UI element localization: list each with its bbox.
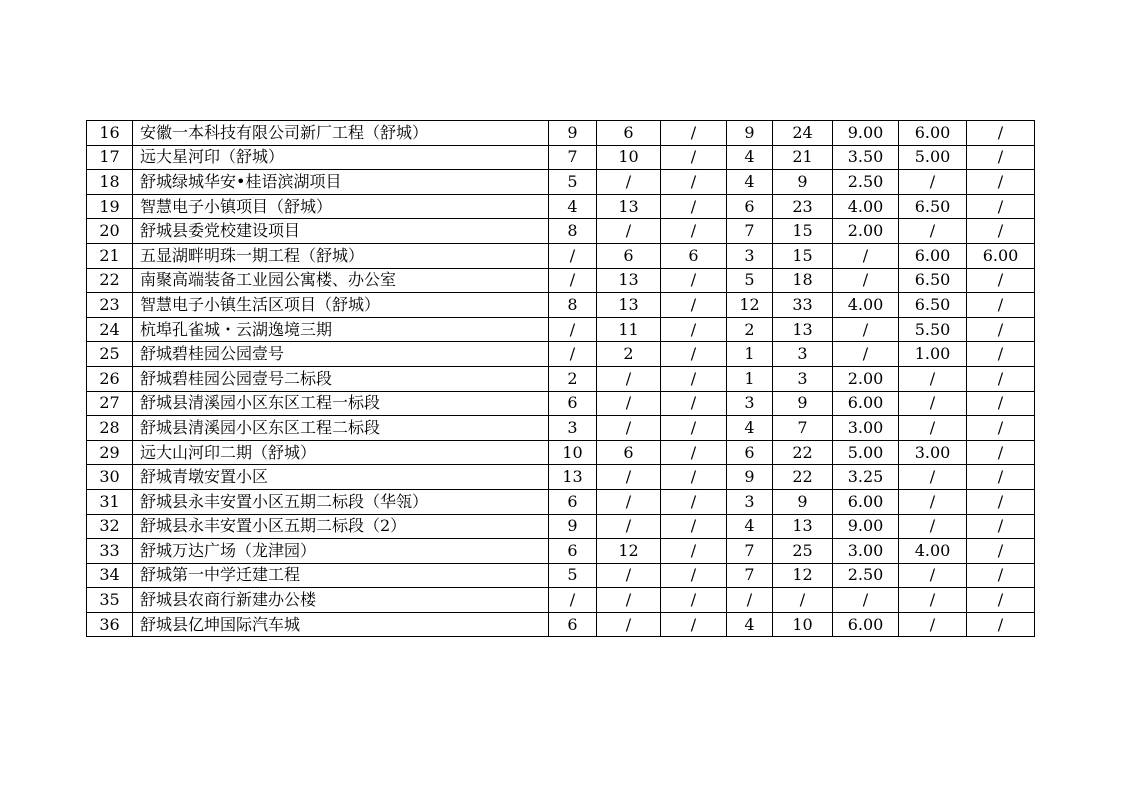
cell-col-4: / bbox=[597, 588, 661, 613]
cell-col-6: / bbox=[727, 588, 773, 613]
cell-col-9: 5.50 bbox=[899, 317, 967, 342]
cell-row-number: 32 bbox=[87, 514, 133, 539]
cell-col-3: 10 bbox=[549, 440, 597, 465]
cell-col-6: 4 bbox=[727, 416, 773, 441]
cell-row-number: 31 bbox=[87, 489, 133, 514]
table-row bbox=[87, 514, 1035, 539]
cell-col-3: 6 bbox=[549, 539, 597, 564]
cell-col-4: 11 bbox=[597, 317, 661, 342]
cell-col-4: / bbox=[597, 170, 661, 195]
cell-col-8: 2.00 bbox=[833, 366, 899, 391]
cell-col-7: 13 bbox=[773, 317, 833, 342]
cell-project-name: 远大山河印二期（舒城） bbox=[133, 440, 549, 465]
cell-row-number: 20 bbox=[87, 219, 133, 244]
cell-row-number: 28 bbox=[87, 416, 133, 441]
cell-col-5: / bbox=[661, 342, 727, 367]
cell-col-9: / bbox=[899, 588, 967, 613]
cell-col-6: 6 bbox=[727, 194, 773, 219]
cell-col-10: / bbox=[967, 489, 1035, 514]
cell-project-name: 舒城第一中学迁建工程 bbox=[133, 563, 549, 588]
cell-col-3: 6 bbox=[549, 391, 597, 416]
cell-col-8: / bbox=[833, 243, 899, 268]
cell-col-5: / bbox=[661, 317, 727, 342]
table-body bbox=[87, 121, 1035, 637]
cell-col-5: / bbox=[661, 391, 727, 416]
table-row bbox=[87, 170, 1035, 195]
data-table bbox=[86, 120, 1035, 637]
cell-col-4: 13 bbox=[597, 194, 661, 219]
cell-col-9: / bbox=[899, 416, 967, 441]
cell-col-7: 12 bbox=[773, 563, 833, 588]
cell-col-9: / bbox=[899, 391, 967, 416]
table-row bbox=[87, 145, 1035, 170]
cell-row-number: 16 bbox=[87, 121, 133, 146]
cell-col-3: 5 bbox=[549, 170, 597, 195]
cell-col-4: / bbox=[597, 465, 661, 490]
cell-col-5: / bbox=[661, 588, 727, 613]
cell-col-3: 6 bbox=[549, 612, 597, 637]
cell-project-name: 舒城万达广场（龙津园） bbox=[133, 539, 549, 564]
cell-col-4: 13 bbox=[597, 293, 661, 318]
cell-col-4: / bbox=[597, 612, 661, 637]
cell-col-9: / bbox=[899, 219, 967, 244]
cell-project-name: 南聚高端装备工业园公寓楼、办公室 bbox=[133, 268, 549, 293]
table-row bbox=[87, 194, 1035, 219]
cell-row-number: 21 bbox=[87, 243, 133, 268]
cell-project-name: 五显湖畔明珠一期工程（舒城） bbox=[133, 243, 549, 268]
cell-col-9: 6.00 bbox=[899, 243, 967, 268]
cell-col-5: / bbox=[661, 121, 727, 146]
cell-col-3: 5 bbox=[549, 563, 597, 588]
cell-col-10: / bbox=[967, 514, 1035, 539]
cell-row-number: 27 bbox=[87, 391, 133, 416]
cell-col-5: / bbox=[661, 194, 727, 219]
cell-col-4: 6 bbox=[597, 440, 661, 465]
cell-col-8: 2.50 bbox=[833, 563, 899, 588]
cell-col-8: / bbox=[833, 342, 899, 367]
cell-col-10: / bbox=[967, 465, 1035, 490]
cell-project-name: 舒城县农商行新建办公楼 bbox=[133, 588, 549, 613]
cell-col-6: 6 bbox=[727, 440, 773, 465]
cell-project-name: 舒城县委党校建设项目 bbox=[133, 219, 549, 244]
cell-col-8: 5.00 bbox=[833, 440, 899, 465]
cell-col-5: / bbox=[661, 612, 727, 637]
cell-col-4: 12 bbox=[597, 539, 661, 564]
cell-col-7: 7 bbox=[773, 416, 833, 441]
table-row bbox=[87, 293, 1035, 318]
table-row bbox=[87, 391, 1035, 416]
cell-col-9: / bbox=[899, 366, 967, 391]
cell-col-3: 6 bbox=[549, 489, 597, 514]
cell-col-8: 3.25 bbox=[833, 465, 899, 490]
cell-col-7: 24 bbox=[773, 121, 833, 146]
cell-col-7: 10 bbox=[773, 612, 833, 637]
cell-col-10: / bbox=[967, 342, 1035, 367]
cell-project-name: 安徽一本科技有限公司新厂工程（舒城） bbox=[133, 121, 549, 146]
cell-col-9: / bbox=[899, 465, 967, 490]
cell-row-number: 25 bbox=[87, 342, 133, 367]
cell-col-3: / bbox=[549, 268, 597, 293]
cell-project-name: 舒城县永丰安置小区五期二标段（华瓴） bbox=[133, 489, 549, 514]
table-row bbox=[87, 219, 1035, 244]
cell-project-name: 舒城绿城华安•桂语滨湖项目 bbox=[133, 170, 549, 195]
cell-col-10: / bbox=[967, 416, 1035, 441]
cell-col-4: 2 bbox=[597, 342, 661, 367]
cell-col-6: 7 bbox=[727, 539, 773, 564]
cell-col-8: / bbox=[833, 588, 899, 613]
cell-col-5: / bbox=[661, 465, 727, 490]
cell-col-4: / bbox=[597, 563, 661, 588]
cell-col-10: / bbox=[967, 539, 1035, 564]
cell-project-name: 舒城县清溪园小区东区工程一标段 bbox=[133, 391, 549, 416]
cell-col-7: / bbox=[773, 588, 833, 613]
cell-col-9: 1.00 bbox=[899, 342, 967, 367]
cell-col-7: 3 bbox=[773, 342, 833, 367]
cell-col-8: 3.50 bbox=[833, 145, 899, 170]
cell-col-6: 12 bbox=[727, 293, 773, 318]
cell-col-7: 23 bbox=[773, 194, 833, 219]
cell-col-4: / bbox=[597, 391, 661, 416]
table-row bbox=[87, 268, 1035, 293]
cell-col-8: 6.00 bbox=[833, 489, 899, 514]
cell-row-number: 35 bbox=[87, 588, 133, 613]
cell-row-number: 22 bbox=[87, 268, 133, 293]
cell-col-8: 9.00 bbox=[833, 514, 899, 539]
cell-col-5: / bbox=[661, 440, 727, 465]
cell-project-name: 舒城县清溪园小区东区工程二标段 bbox=[133, 416, 549, 441]
table-row bbox=[87, 612, 1035, 637]
cell-col-6: 1 bbox=[727, 342, 773, 367]
table-row bbox=[87, 539, 1035, 564]
cell-col-5: / bbox=[661, 293, 727, 318]
cell-project-name: 舒城碧桂园公园壹号二标段 bbox=[133, 366, 549, 391]
cell-col-7: 15 bbox=[773, 243, 833, 268]
cell-col-6: 7 bbox=[727, 563, 773, 588]
cell-col-4: / bbox=[597, 416, 661, 441]
cell-col-4: / bbox=[597, 489, 661, 514]
cell-col-4: 10 bbox=[597, 145, 661, 170]
cell-col-9: / bbox=[899, 514, 967, 539]
cell-project-name: 舒城县亿坤国际汽车城 bbox=[133, 612, 549, 637]
table-row bbox=[87, 465, 1035, 490]
cell-col-7: 3 bbox=[773, 366, 833, 391]
cell-col-7: 9 bbox=[773, 489, 833, 514]
cell-col-4: / bbox=[597, 514, 661, 539]
cell-col-5: / bbox=[661, 366, 727, 391]
cell-col-5: / bbox=[661, 416, 727, 441]
cell-col-4: 6 bbox=[597, 121, 661, 146]
cell-col-6: 3 bbox=[727, 243, 773, 268]
cell-col-7: 15 bbox=[773, 219, 833, 244]
cell-row-number: 17 bbox=[87, 145, 133, 170]
cell-col-7: 9 bbox=[773, 170, 833, 195]
cell-col-5: / bbox=[661, 539, 727, 564]
cell-col-5: / bbox=[661, 489, 727, 514]
cell-col-8: 3.00 bbox=[833, 539, 899, 564]
cell-row-number: 33 bbox=[87, 539, 133, 564]
cell-col-10: / bbox=[967, 366, 1035, 391]
cell-col-10: / bbox=[967, 612, 1035, 637]
cell-col-6: 9 bbox=[727, 465, 773, 490]
cell-col-10: / bbox=[967, 588, 1035, 613]
cell-col-3: 8 bbox=[549, 293, 597, 318]
cell-col-5: 6 bbox=[661, 243, 727, 268]
cell-row-number: 18 bbox=[87, 170, 133, 195]
table-row bbox=[87, 243, 1035, 268]
cell-col-5: / bbox=[661, 563, 727, 588]
cell-col-6: 4 bbox=[727, 612, 773, 637]
cell-col-9: 6.50 bbox=[899, 194, 967, 219]
table-row bbox=[87, 366, 1035, 391]
cell-col-10: / bbox=[967, 121, 1035, 146]
cell-col-9: / bbox=[899, 563, 967, 588]
cell-col-10: / bbox=[967, 268, 1035, 293]
cell-row-number: 36 bbox=[87, 612, 133, 637]
cell-row-number: 19 bbox=[87, 194, 133, 219]
cell-col-10: / bbox=[967, 194, 1035, 219]
cell-col-3: / bbox=[549, 243, 597, 268]
cell-col-8: 9.00 bbox=[833, 121, 899, 146]
cell-col-10: / bbox=[967, 293, 1035, 318]
cell-col-8: 2.00 bbox=[833, 219, 899, 244]
cell-col-10: / bbox=[967, 317, 1035, 342]
cell-col-3: 4 bbox=[549, 194, 597, 219]
cell-col-9: 6.00 bbox=[899, 121, 967, 146]
table-row bbox=[87, 342, 1035, 367]
table-row bbox=[87, 588, 1035, 613]
cell-project-name: 舒城碧桂园公园壹号 bbox=[133, 342, 549, 367]
cell-col-3: 13 bbox=[549, 465, 597, 490]
cell-col-3: 7 bbox=[549, 145, 597, 170]
cell-col-9: 3.00 bbox=[899, 440, 967, 465]
cell-col-4: / bbox=[597, 219, 661, 244]
cell-project-name: 杭埠孔雀城・云湖逸境三期 bbox=[133, 317, 549, 342]
cell-col-8: 3.00 bbox=[833, 416, 899, 441]
cell-col-4: 6 bbox=[597, 243, 661, 268]
cell-col-8: / bbox=[833, 268, 899, 293]
cell-project-name: 智慧电子小镇生活区项目（舒城） bbox=[133, 293, 549, 318]
cell-col-10: / bbox=[967, 391, 1035, 416]
cell-col-7: 25 bbox=[773, 539, 833, 564]
cell-col-6: 5 bbox=[727, 268, 773, 293]
cell-row-number: 24 bbox=[87, 317, 133, 342]
table-row bbox=[87, 563, 1035, 588]
cell-col-9: 6.50 bbox=[899, 293, 967, 318]
cell-col-6: 3 bbox=[727, 489, 773, 514]
cell-project-name: 远大星河印（舒城） bbox=[133, 145, 549, 170]
cell-project-name: 舒城县永丰安置小区五期二标段（2） bbox=[133, 514, 549, 539]
cell-col-3: 9 bbox=[549, 514, 597, 539]
cell-col-10: 6.00 bbox=[967, 243, 1035, 268]
cell-col-7: 18 bbox=[773, 268, 833, 293]
cell-row-number: 29 bbox=[87, 440, 133, 465]
cell-col-8: 6.00 bbox=[833, 391, 899, 416]
cell-col-3: 9 bbox=[549, 121, 597, 146]
cell-col-7: 9 bbox=[773, 391, 833, 416]
cell-col-6: 1 bbox=[727, 366, 773, 391]
cell-col-3: / bbox=[549, 317, 597, 342]
cell-col-5: / bbox=[661, 219, 727, 244]
cell-col-5: / bbox=[661, 268, 727, 293]
cell-col-9: 5.00 bbox=[899, 145, 967, 170]
cell-col-4: / bbox=[597, 366, 661, 391]
cell-col-10: / bbox=[967, 219, 1035, 244]
cell-col-8: 6.00 bbox=[833, 612, 899, 637]
cell-col-6: 3 bbox=[727, 391, 773, 416]
cell-col-5: / bbox=[661, 514, 727, 539]
cell-col-4: 13 bbox=[597, 268, 661, 293]
table-row bbox=[87, 440, 1035, 465]
cell-col-6: 4 bbox=[727, 145, 773, 170]
cell-col-8: 2.50 bbox=[833, 170, 899, 195]
cell-col-9: / bbox=[899, 489, 967, 514]
cell-col-6: 4 bbox=[727, 170, 773, 195]
cell-col-7: 33 bbox=[773, 293, 833, 318]
cell-col-9: / bbox=[899, 170, 967, 195]
cell-col-6: 9 bbox=[727, 121, 773, 146]
cell-row-number: 23 bbox=[87, 293, 133, 318]
cell-col-8: / bbox=[833, 317, 899, 342]
cell-col-8: 4.00 bbox=[833, 194, 899, 219]
cell-col-6: 7 bbox=[727, 219, 773, 244]
cell-row-number: 34 bbox=[87, 563, 133, 588]
cell-col-9: / bbox=[899, 612, 967, 637]
cell-col-3: 8 bbox=[549, 219, 597, 244]
cell-col-3: 3 bbox=[549, 416, 597, 441]
cell-col-6: 4 bbox=[727, 514, 773, 539]
cell-col-5: / bbox=[661, 145, 727, 170]
cell-col-6: 2 bbox=[727, 317, 773, 342]
cell-col-3: / bbox=[549, 588, 597, 613]
cell-row-number: 26 bbox=[87, 366, 133, 391]
cell-col-9: 6.50 bbox=[899, 268, 967, 293]
cell-col-8: 4.00 bbox=[833, 293, 899, 318]
cell-project-name: 智慧电子小镇项目（舒城） bbox=[133, 194, 549, 219]
cell-col-9: 4.00 bbox=[899, 539, 967, 564]
table-row bbox=[87, 416, 1035, 441]
cell-col-10: / bbox=[967, 440, 1035, 465]
table-row bbox=[87, 317, 1035, 342]
cell-col-10: / bbox=[967, 145, 1035, 170]
cell-project-name: 舒城青墩安置小区 bbox=[133, 465, 549, 490]
cell-col-5: / bbox=[661, 170, 727, 195]
cell-row-number: 30 bbox=[87, 465, 133, 490]
cell-col-3: 2 bbox=[549, 366, 597, 391]
table-row bbox=[87, 489, 1035, 514]
cell-col-7: 22 bbox=[773, 465, 833, 490]
cell-col-10: / bbox=[967, 563, 1035, 588]
table-row bbox=[87, 121, 1035, 146]
cell-col-10: / bbox=[967, 170, 1035, 195]
cell-col-3: / bbox=[549, 342, 597, 367]
cell-col-7: 22 bbox=[773, 440, 833, 465]
cell-col-7: 21 bbox=[773, 145, 833, 170]
cell-col-7: 13 bbox=[773, 514, 833, 539]
